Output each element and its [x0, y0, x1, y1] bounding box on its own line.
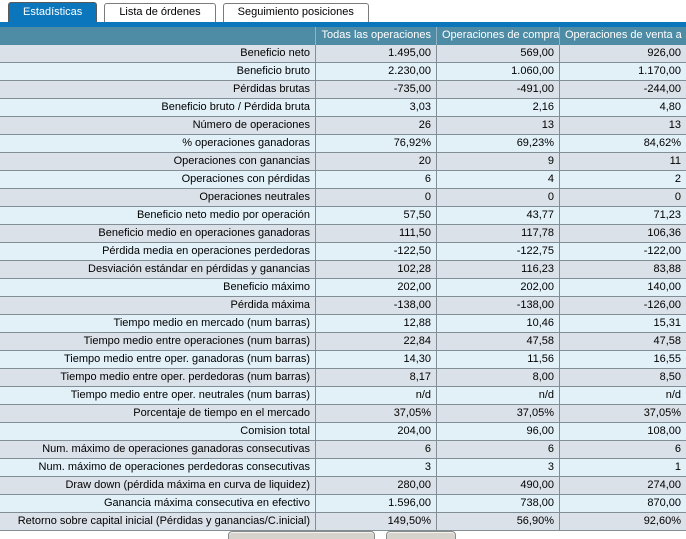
- value-todas-las-operaciones: 1.596,00: [316, 495, 437, 512]
- table-row: [0, 369, 686, 387]
- value-todas-las-operaciones: 8,17: [316, 369, 437, 386]
- value-operaciones-de-venta: -126,00: [643, 299, 681, 311]
- value-operaciones-de-compra: 2,16: [437, 99, 560, 116]
- value-todas-las-operaciones: 57,50: [316, 207, 437, 224]
- value-operaciones-de-venta: 11: [669, 155, 681, 167]
- value-operaciones-de-compra: 9: [437, 153, 560, 170]
- row-label: Beneficio neto medio por operación: [0, 207, 316, 224]
- value-operaciones-de-venta: 15,31: [653, 317, 681, 329]
- header-todas-las-operaciones: Todas las operaciones: [316, 27, 437, 45]
- table-row: [0, 81, 686, 99]
- value-todas-las-operaciones: 1.495,00: [316, 45, 437, 62]
- row-label: Tiempo medio entre operaciones (num barras): [0, 333, 316, 350]
- value-operaciones-de-venta: 1: [674, 461, 681, 473]
- value-todas-las-operaciones: 202,00: [316, 279, 437, 296]
- value-operaciones-de-compra: 37,05%: [437, 405, 560, 422]
- value-operaciones-de-venta: 106,36: [647, 227, 681, 239]
- header-operaciones-de-compra: Operaciones de compra: [437, 27, 560, 45]
- row-label: Beneficio máximo: [0, 279, 316, 296]
- value-operaciones-de-venta: 140,00: [647, 281, 681, 293]
- value-todas-las-operaciones: 6: [316, 441, 437, 458]
- value-operaciones-de-venta: 2: [674, 173, 681, 185]
- value-operaciones-de-venta: 1.170,00: [638, 65, 681, 77]
- value-todas-las-operaciones: 2.230,00: [316, 63, 437, 80]
- value-todas-las-operaciones: 3: [316, 459, 437, 476]
- table-row: [0, 207, 686, 225]
- value-operaciones-de-compra: 3: [437, 459, 560, 476]
- row-label: Comision total: [0, 423, 316, 440]
- value-operaciones-de-compra: 47,58: [437, 333, 560, 350]
- value-operaciones-de-venta: 926,00: [647, 47, 681, 59]
- value-todas-las-operaciones: 20: [316, 153, 437, 170]
- row-label: Num. máximo de operaciones ganadoras consecutivas: [0, 441, 316, 458]
- value-operaciones-de-compra: 0: [437, 189, 560, 206]
- value-operaciones-de-compra: 202,00: [437, 279, 560, 296]
- table-row: [0, 117, 686, 135]
- row-label: Operaciones con pérdidas: [0, 171, 316, 188]
- table-row: [0, 405, 686, 423]
- value-todas-las-operaciones: 149,50%: [316, 513, 437, 530]
- value-operaciones-de-compra: 69,23%: [437, 135, 560, 152]
- value-todas-las-operaciones: 111,50: [316, 225, 437, 242]
- header-empty-cell: [0, 27, 316, 45]
- tab-lista-de-ordenes[interactable]: Lista de órdenes: [104, 3, 215, 22]
- value-todas-las-operaciones: 0: [316, 189, 437, 206]
- table-row: [0, 153, 686, 171]
- value-todas-las-operaciones: -138,00: [316, 297, 437, 314]
- row-label: Tiempo medio entre oper. ganadoras (num barras): [0, 351, 316, 368]
- value-operaciones-de-venta: 83,88: [653, 263, 681, 275]
- value-todas-las-operaciones: 37,05%: [316, 405, 437, 422]
- row-label: Retorno sobre capital inicial (Pérdidas y ganancias/C.inicial): [0, 513, 316, 530]
- row-label: Pérdida media en operaciones perdedoras: [0, 243, 316, 260]
- value-operaciones-de-venta: 8,50: [659, 371, 681, 383]
- value-todas-las-operaciones: 22,84: [316, 333, 437, 350]
- table-row: [0, 189, 686, 207]
- table-row: [0, 513, 686, 531]
- value-operaciones-de-venta: 84,62%: [643, 137, 681, 149]
- tab-estadisticas[interactable]: Estadísticas: [8, 2, 97, 22]
- table-row: [0, 495, 686, 513]
- row-label: Beneficio bruto: [0, 63, 316, 80]
- value-operaciones-de-compra: -122,75: [437, 243, 560, 260]
- value-operaciones-de-compra: 569,00: [437, 45, 560, 62]
- row-label: Ganancia máxima consecutiva en efectivo: [0, 495, 316, 512]
- value-todas-las-operaciones: 12,88: [316, 315, 437, 332]
- value-operaciones-de-venta: -244,00: [643, 83, 681, 95]
- value-todas-las-operaciones: -122,50: [316, 243, 437, 260]
- header-operaciones-de-venta: Operaciones de venta a: [565, 29, 682, 41]
- value-operaciones-de-compra: 116,23: [437, 261, 560, 278]
- value-operaciones-de-venta: n/d: [665, 389, 681, 401]
- value-operaciones-de-venta: 870,00: [647, 497, 681, 509]
- value-operaciones-de-venta: 4,80: [659, 101, 681, 113]
- row-label: Tiempo medio entre oper. neutrales (num barras): [0, 387, 316, 404]
- table-row: [0, 477, 686, 495]
- table-row: [0, 171, 686, 189]
- value-operaciones-de-venta: 0: [674, 191, 681, 203]
- table-body: [0, 45, 686, 531]
- value-todas-las-operaciones: 280,00: [316, 477, 437, 494]
- table-row: [0, 423, 686, 441]
- table-row: [0, 441, 686, 459]
- value-operaciones-de-venta: 274,00: [647, 479, 681, 491]
- row-label: Draw down (pérdida máxima en curva de liquidez): [0, 477, 316, 494]
- value-operaciones-de-venta: 71,23: [653, 209, 681, 221]
- row-label: Operaciones neutrales: [0, 189, 316, 206]
- value-operaciones-de-venta: -122,00: [643, 245, 681, 257]
- tab-bar: [0, 0, 686, 22]
- value-operaciones-de-compra: 10,46: [437, 315, 560, 332]
- value-operaciones-de-compra: -491,00: [437, 81, 560, 98]
- table-row: [0, 351, 686, 369]
- value-todas-las-operaciones: 26: [316, 117, 437, 134]
- value-operaciones-de-compra: 117,78: [437, 225, 560, 242]
- value-operaciones-de-compra: 43,77: [437, 207, 560, 224]
- partial-button-left[interactable]: [228, 531, 375, 539]
- value-operaciones-de-compra: 490,00: [437, 477, 560, 494]
- row-label: Tiempo medio entre oper. perdedoras (num barras): [0, 369, 316, 386]
- row-label: % operaciones ganadoras: [0, 135, 316, 152]
- value-todas-las-operaciones: 102,28: [316, 261, 437, 278]
- value-operaciones-de-compra: 13: [437, 117, 560, 134]
- tab-seguimiento-posiciones[interactable]: Seguimiento posiciones: [223, 3, 369, 22]
- value-operaciones-de-venta: 16,55: [653, 353, 681, 365]
- value-todas-las-operaciones: 14,30: [316, 351, 437, 368]
- row-label: Pérdida máxima: [0, 297, 316, 314]
- table-header-row: [0, 27, 686, 45]
- row-label: Beneficio medio en operaciones ganadoras: [0, 225, 316, 242]
- value-operaciones-de-venta: 47,58: [653, 335, 681, 347]
- value-todas-las-operaciones: 76,92%: [316, 135, 437, 152]
- row-label: Operaciones con ganancias: [0, 153, 316, 170]
- value-todas-las-operaciones: -735,00: [316, 81, 437, 98]
- table-row: [0, 387, 686, 405]
- row-label: Beneficio bruto / Pérdida bruta: [0, 99, 316, 116]
- value-todas-las-operaciones: 6: [316, 171, 437, 188]
- partial-button-right[interactable]: [386, 531, 456, 539]
- value-operaciones-de-compra: 56,90%: [437, 513, 560, 530]
- row-label: Desviación estándar en pérdidas y ganancias: [0, 261, 316, 278]
- value-operaciones-de-venta: 108,00: [647, 425, 681, 437]
- value-operaciones-de-compra: 4: [437, 171, 560, 188]
- value-operaciones-de-venta: 6: [674, 443, 681, 455]
- row-label: Número de operaciones: [0, 117, 316, 134]
- table-row: [0, 135, 686, 153]
- row-label: Pérdidas brutas: [0, 81, 316, 98]
- row-label: Num. máximo de operaciones perdedoras consecutivas: [0, 459, 316, 476]
- table-row: [0, 45, 686, 63]
- row-label: Beneficio neto: [0, 45, 316, 62]
- table-row: [0, 279, 686, 297]
- value-operaciones-de-compra: -138,00: [437, 297, 560, 314]
- value-todas-las-operaciones: 3,03: [316, 99, 437, 116]
- value-operaciones-de-compra: 8,00: [437, 369, 560, 386]
- table-row: [0, 459, 686, 477]
- table-row: [0, 63, 686, 81]
- table-row: [0, 225, 686, 243]
- table-row: [0, 261, 686, 279]
- value-operaciones-de-compra: 96,00: [437, 423, 560, 440]
- table-row: [0, 99, 686, 117]
- row-label: Porcentaje de tiempo en el mercado: [0, 405, 316, 422]
- value-operaciones-de-venta: 92,60%: [643, 515, 681, 527]
- value-operaciones-de-venta: 37,05%: [643, 407, 681, 419]
- table-row: [0, 333, 686, 351]
- value-todas-las-operaciones: 204,00: [316, 423, 437, 440]
- row-label: Tiempo medio en mercado (num barras): [0, 315, 316, 332]
- value-operaciones-de-compra: 738,00: [437, 495, 560, 512]
- value-todas-las-operaciones: n/d: [316, 387, 437, 404]
- stats-table: [0, 27, 686, 531]
- value-operaciones-de-compra: 11,56: [437, 351, 560, 368]
- value-operaciones-de-compra: 6: [437, 441, 560, 458]
- value-operaciones-de-compra: 1.060,00: [437, 63, 560, 80]
- value-operaciones-de-venta: 13: [668, 119, 681, 131]
- table-row: [0, 315, 686, 333]
- value-operaciones-de-compra: n/d: [437, 387, 560, 404]
- table-row: [0, 243, 686, 261]
- table-row: [0, 297, 686, 315]
